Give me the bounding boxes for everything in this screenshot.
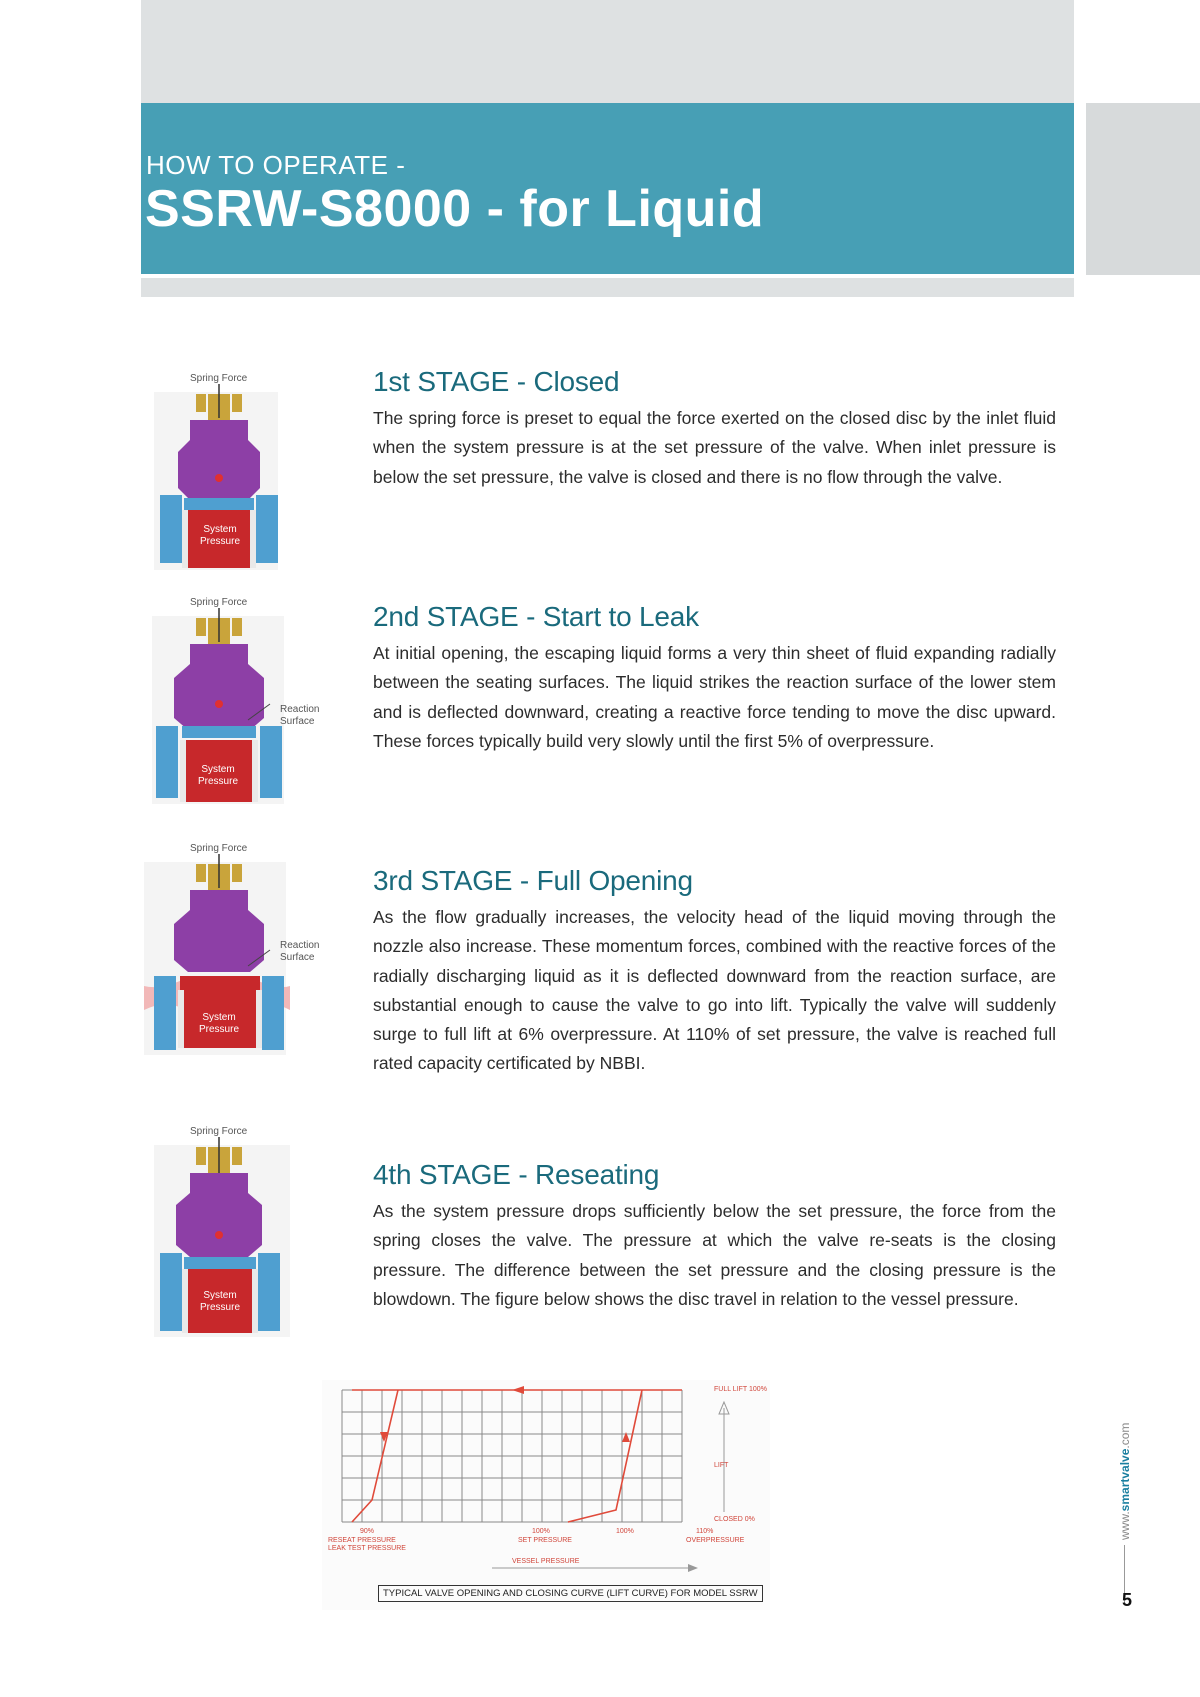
stage-3: [373, 865, 1056, 1079]
stage-2-text: At initial opening, the escaping liquid forms a very thin sheet of fluid expanding radially between the seating surfaces. The liquid strikes the reaction surface of the lower stem and is deflected downward, creating a reactive force tending to move the disc upward. These forces typically build very slowly until the first 5% of overpressure.: [373, 643, 1056, 751]
page-title: SSRW-S8000 - for Liquid: [145, 180, 765, 238]
closed-label: CLOSED 0%: [714, 1516, 755, 1523]
spring-force-label: Spring Force: [190, 597, 248, 608]
leak-test-label: LEAK TEST PRESSURE: [328, 1545, 406, 1552]
full-lift-label: FULL LIFT 100%: [714, 1386, 767, 1393]
stage-3-text: As the flow gradually increases, the velocity head of the liquid moving through the nozzle also increase. These momentum forces, combined with the reactive forces of the radially discharging liquid as it is deflected downward from the reaction surface, are substantial enough to cause the valve to go into lift. Typically the valve will suddenly surge to full lift at 6% overpressure. At 110% of set pressure, the valve is reached full rated capacity certificated by NBBI.: [373, 907, 1056, 1074]
stage-4: [373, 1159, 1056, 1314]
vessel-pressure-label: VESSEL PRESSURE: [512, 1558, 580, 1565]
stage-1: [373, 366, 1056, 492]
stage-1-title: 1st STAGE - Closed: [373, 366, 620, 397]
system-pressure-label: System Pressure: [198, 1012, 239, 1035]
stage-3-title: 3rd STAGE - Full Opening: [373, 865, 693, 896]
reaction-surface-label: Reaction Surface: [280, 940, 320, 963]
system-pressure-label: System Pressure: [199, 1290, 240, 1313]
spring-force-label: Spring Force: [190, 373, 248, 384]
x-110-label: 110%: [696, 1528, 714, 1535]
page-header: [141, 103, 1074, 274]
overpressure-label: OVERPRESSURE: [686, 1537, 745, 1544]
stage-2-title: 2nd STAGE - Start to Leak: [373, 601, 699, 632]
lift-axis-label: LIFT: [714, 1462, 729, 1469]
spring-force-label: Spring Force: [190, 1126, 248, 1137]
stage1-valve-diagram: [150, 370, 290, 570]
lift-curve-figure: [322, 1380, 770, 1610]
stage-4-text: As the system pressure drops sufficiently below the set pressure, the force from the spring closes the valve. The pressure at which the valve re-seats is the closing pressure. The difference between the set pressure and the closing pressure is the blowdown. The figure below shows the disc travel in relation to the vessel pressure.: [373, 1201, 1056, 1309]
lift-curve-caption: TYPICAL VALVE OPENING AND CLOSING CURVE (LIFT CURVE) FOR MODEL SSRW: [378, 1585, 763, 1602]
stage-1-text: The spring force is preset to equal the force exerted on the closed disc by the inlet fluid when the system pressure is at the set pressure of the valve. When inlet pressure is below the set pressure, the valve is closed and there is no flow through the valve.: [373, 408, 1056, 487]
stage3-valve-diagram: [140, 840, 320, 1055]
under-band: [141, 278, 1074, 297]
reseat-pressure-label: RESEAT PRESSURE: [328, 1537, 396, 1544]
x-100-b-label: 100%: [616, 1528, 634, 1535]
header-pre-title: HOW TO OPERATE -: [146, 150, 406, 180]
side-tab: [1086, 103, 1200, 275]
reaction-surface-label: Reaction Surface: [280, 704, 320, 727]
page-number: 5: [1122, 1590, 1133, 1610]
system-pressure-label: System Pressure: [199, 524, 240, 547]
spring-force-label: Spring Force: [190, 843, 248, 854]
set-pressure-label: SET PRESSURE: [518, 1537, 572, 1544]
top-band: [141, 0, 1074, 103]
website-url: www.smartvalve.com: [1118, 1422, 1132, 1540]
stage4-valve-diagram: [150, 1123, 300, 1338]
system-pressure-label: System Pressure: [197, 764, 238, 787]
stage2-valve-diagram: [150, 594, 320, 804]
x-100-label: 100%: [532, 1528, 550, 1535]
stage-4-title: 4th STAGE - Reseating: [373, 1159, 660, 1190]
x-90-label: 90%: [360, 1528, 375, 1535]
stage-2: [373, 601, 1056, 756]
lift-curve-svg: [322, 1380, 770, 1610]
